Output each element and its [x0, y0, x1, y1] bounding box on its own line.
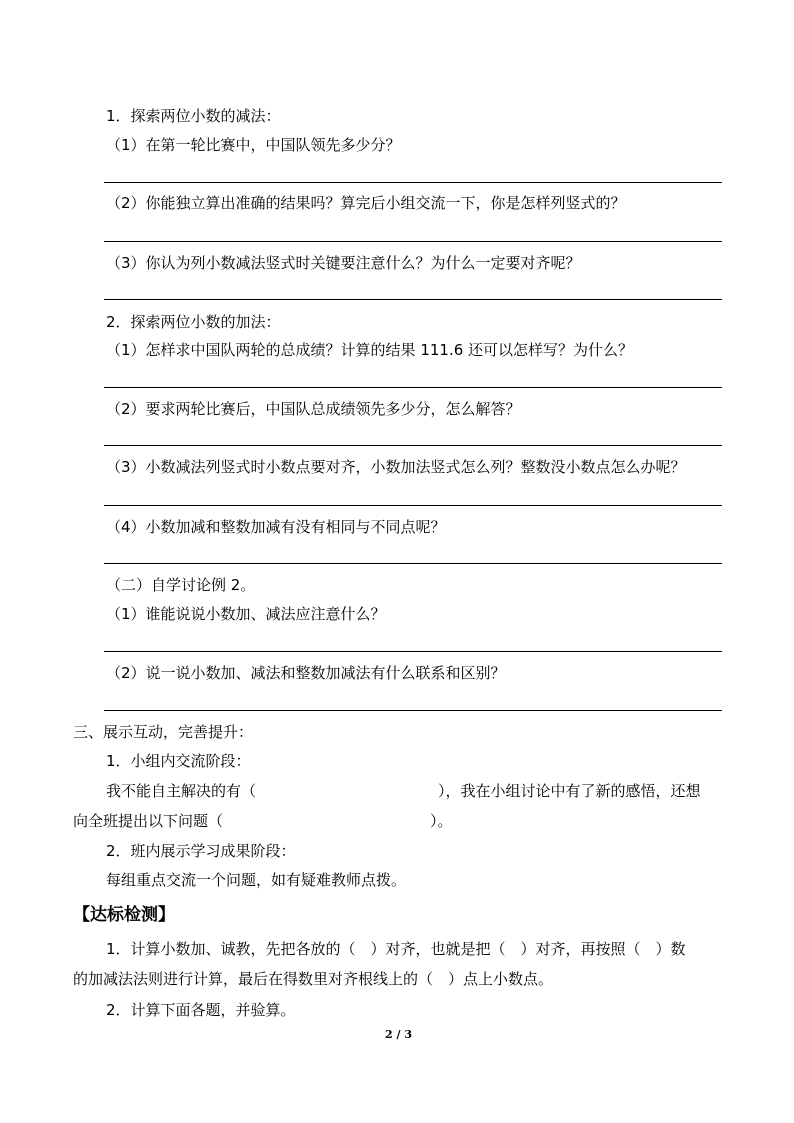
section3-line-1a: 我不能自主解决的有（ [106, 782, 257, 800]
answer-line[interactable] [104, 651, 722, 652]
part2-heading: 2．探索两位小数的加法： [106, 313, 281, 331]
part1-heading: 1．探索两位小数的减法： [106, 107, 281, 125]
answer-line[interactable] [104, 387, 722, 388]
page-number: 2 / 3 [385, 1028, 412, 1041]
part3-heading: （二）自学讨论例 2。 [106, 576, 256, 594]
part3-question-2: （2）说一说小数加、减法和整数加减法有什么联系和区别？ [106, 664, 506, 682]
section3-line-2a: 向全班提出以下问题（ [73, 812, 224, 830]
answer-line[interactable] [104, 563, 722, 564]
section3-heading: 三、展示互动，完善提升： [73, 723, 254, 741]
section3-sub-2: 2．班内展示学习成果阶段： [106, 842, 296, 860]
check-question-2: 2．计算下面各题，并验算。 [106, 1001, 296, 1019]
part2-question-4: （4）小数加减和整数加减有没有相同与不同点呢？ [106, 518, 446, 536]
answer-line[interactable] [104, 710, 722, 711]
answer-line[interactable] [104, 299, 722, 300]
part1-question-1: （1）在第一轮比赛中，中国队领先多少分？ [106, 136, 401, 154]
answer-line[interactable] [104, 505, 722, 506]
answer-line[interactable] [104, 241, 722, 242]
part2-question-2: （2）要求两轮比赛后，中国队总成绩领先多少分，怎么解答？ [106, 400, 521, 418]
part1-question-2: （2）你能独立算出准确的结果吗？算完后小组交流一下，你是怎样列竖式的？ [106, 194, 626, 212]
part2-question-3: （3）小数减法列竖式时小数点要对齐，小数加法竖式怎么列？整数没小数点怎么办呢？ [106, 458, 686, 476]
check-question-1-line-1: 1．计算小数加、诚教，先把各放的（ ）对齐，也就是把（ ）对齐，再按照（ ）数 [106, 940, 686, 958]
check-title: 【达标检测】 [73, 905, 175, 925]
part1-question-3: （3）你认为列小数减法竖式时关键要注意什么？为什么一定要对齐呢？ [106, 254, 581, 272]
part3-question-1: （1）谁能说说小数加、减法应注意什么？ [106, 605, 386, 623]
part2-question-1: （1）怎样求中国队两轮的总成绩？计算的结果 111.6 还可以怎样写？为什么？ [106, 341, 634, 359]
answer-line[interactable] [104, 445, 722, 446]
section3-line-3: 每组重点交流一个问题，如有疑难教师点拨。 [106, 871, 407, 889]
section3-sub-1: 1．小组内交流阶段： [106, 752, 251, 770]
section3-line-1b: ），我在小组讨论中有了新的感悟，还想 [438, 782, 701, 800]
section3-line-2b: ）。 [430, 812, 453, 830]
check-question-1-line-2: 的加减法法则进行计算，最后在得数里对齐根线上的（ ）点上小数点。 [73, 970, 554, 988]
answer-line[interactable] [104, 182, 722, 183]
